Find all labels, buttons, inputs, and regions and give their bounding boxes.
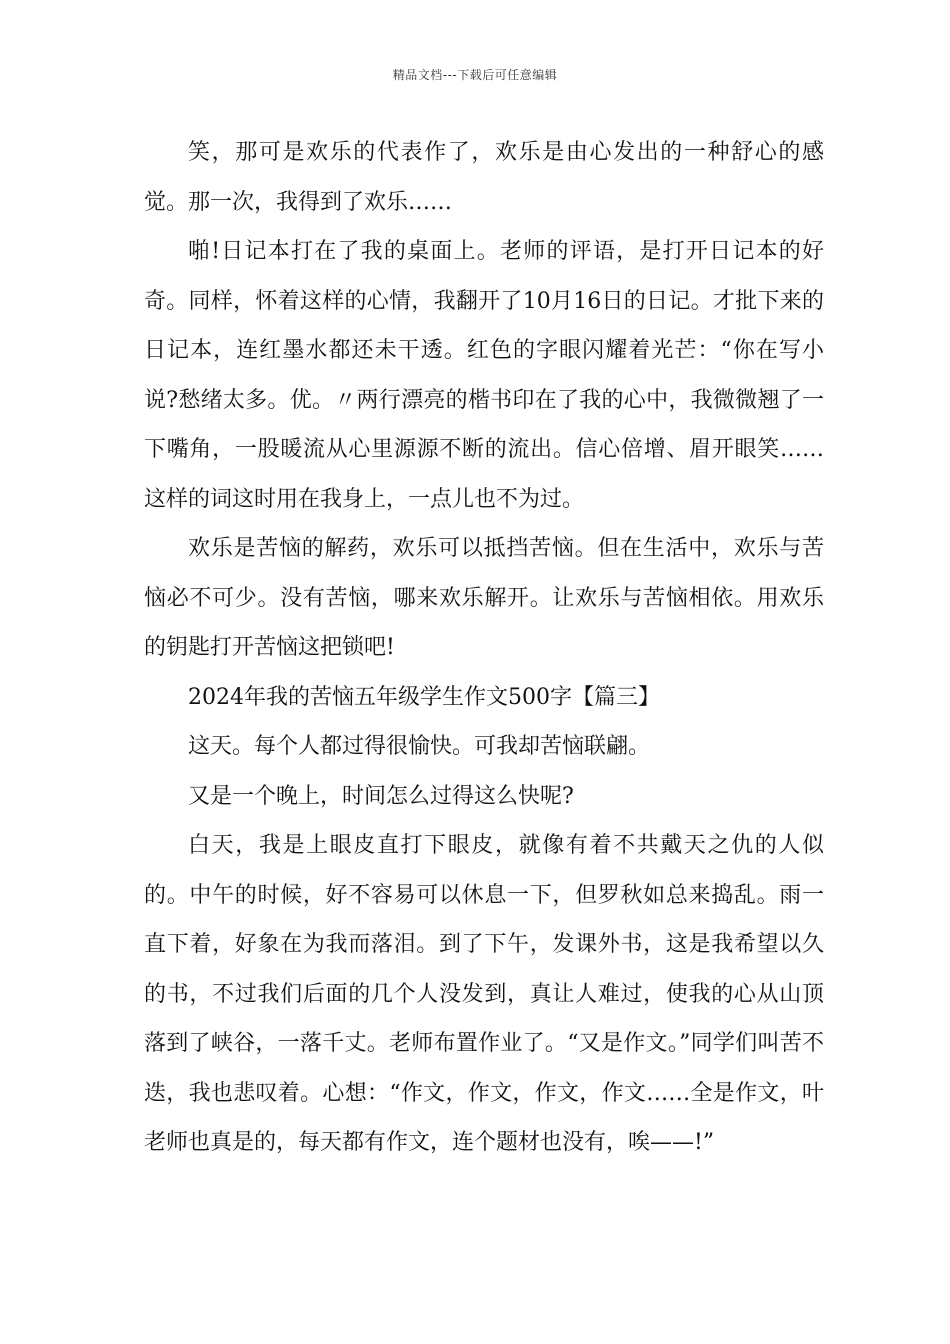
paragraph-3: 欢乐是苦恼的解药，欢乐可以抵挡苦恼。但在生活中，欢乐与苦恼必不可少。没有苦恼，哪来欢乐解开。让欢乐与苦恼相依。用欢乐的钥匙打开苦恼这把锁吧! <box>144 536 824 660</box>
paragraph-5: 这天。每个人都过得很愉快。可我却苦恼联翩。 <box>188 734 651 759</box>
paragraph-6: 又是一个晚上，时间怎么过得这么快呢? <box>188 783 574 809</box>
page-header: 精品文档---下载后可任意编辑 <box>392 68 558 82</box>
paragraph-7: 白天，我是上眼皮直打下眼皮，就像有着不共戴天之仇的人似的。中午的时候，好不容易可以休息一下，但罗秋如总来捣乱。雨一直下着，好象在为我而落泪。到了下午，发课外书，这是我希望以久的书，不过我们后面的几个人没发到，真让人难过，使我的心从山顶落到了峡谷，一落千丈。老师布置作业了。“又是作文。”同学们叫苦不迭，我也悲叹着。心想：“作文，作文，作文，作文……全是作文，叶老师也真是的，每天都有作文，连个题材也没有，唉——!” <box>144 833 824 1155</box>
paragraph-2: 啪!日记本打在了我的桌面上。老师的评语，是打开日记本的好奇。同样，怀着这样的心情，我翻开了10月16日的日记。才批下来的日记本，连红墨水都还未干透。红色的字眼闪耀着光芒：“你在写小说?愁绪太多。优。〃两行漂亮的楷书印在了我的心中，我微微翘了一下嘴角，一股暖流从心里源源不断的流出。信心倍增、眉开眼笑……这样的词这时用在我身上，一点儿也不为过。 <box>144 239 824 512</box>
paragraph-1: 笑，那可是欢乐的代表作了，欢乐是由心发出的一种舒心的感觉。那一次，我得到了欢乐…… <box>144 140 824 215</box>
document-body <box>144 128 824 1168</box>
section-heading: 2024年我的苦恼五年级学生作文500字【篇三】 <box>188 684 660 710</box>
